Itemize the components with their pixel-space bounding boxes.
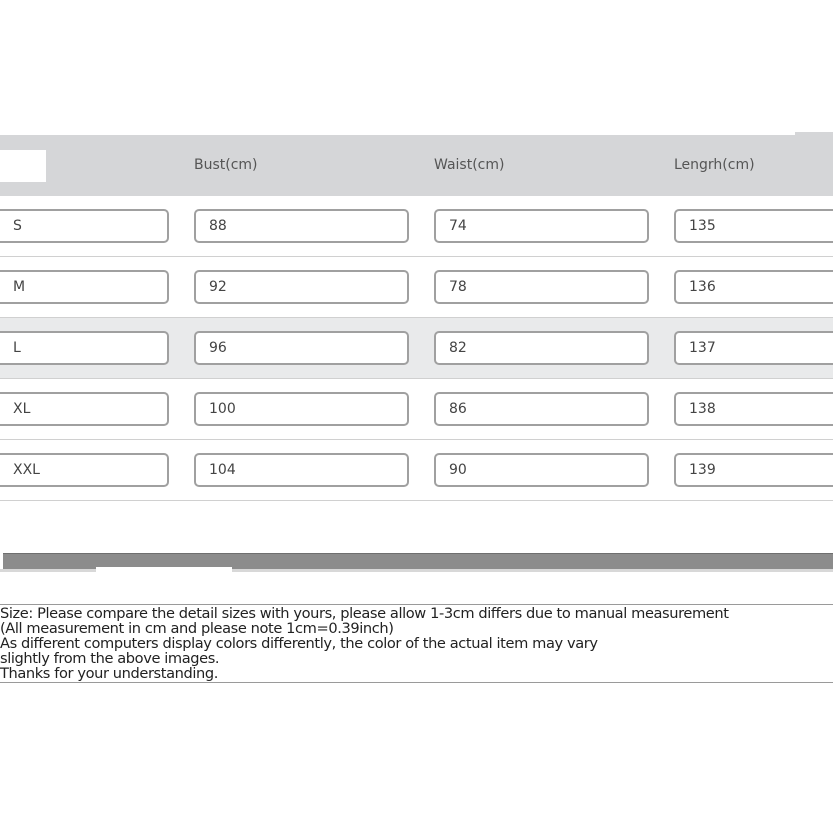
table-row <box>0 440 833 501</box>
header-edge-mark <box>795 132 833 135</box>
table-row <box>0 318 833 379</box>
length-field[interactable]: 137 <box>674 331 833 365</box>
header-blank-cell <box>0 150 46 182</box>
bust-field[interactable]: 100 <box>194 392 409 426</box>
column-header-bust: Bust(cm) <box>194 157 258 173</box>
column-header-waist: Waist(cm) <box>434 157 505 173</box>
length-field[interactable]: 139 <box>674 453 833 487</box>
waist-field[interactable]: 78 <box>434 270 649 304</box>
length-field[interactable]: 135 <box>674 209 833 243</box>
bust-field[interactable]: 104 <box>194 453 409 487</box>
waist-field[interactable]: 82 <box>434 331 649 365</box>
table-header <box>0 135 833 196</box>
waist-field[interactable]: 74 <box>434 209 649 243</box>
note-line: Size: Please compare the detail sizes with yours, please allow 1-3cm differs due to manual measurement <box>0 605 729 622</box>
horizontal-scrollbar[interactable] <box>0 550 833 572</box>
note-line: (All measurement in cm and please note 1cm=0.39inch) <box>0 620 394 637</box>
size-field[interactable]: M <box>0 270 169 304</box>
size-field[interactable]: S <box>0 209 169 243</box>
size-notes <box>0 604 833 683</box>
table-row <box>0 379 833 440</box>
size-field[interactable]: XXL <box>0 453 169 487</box>
note-line: As different computers display colors differently, the color of the actual item may vary <box>0 635 598 652</box>
length-field[interactable]: 138 <box>674 392 833 426</box>
column-header-length: Lengrh(cm) <box>674 157 755 173</box>
waist-field[interactable]: 86 <box>434 392 649 426</box>
waist-field[interactable]: 90 <box>434 453 649 487</box>
note-line: Thanks for your understanding. <box>0 665 218 682</box>
bust-field[interactable]: 88 <box>194 209 409 243</box>
note-line: slightly from the above images. <box>0 650 220 667</box>
table-row <box>0 257 833 318</box>
size-field[interactable]: L <box>0 331 169 365</box>
bust-field[interactable]: 92 <box>194 270 409 304</box>
table-row <box>0 196 833 257</box>
bust-field[interactable]: 96 <box>194 331 409 365</box>
scrollbar-gap <box>96 567 232 572</box>
length-field[interactable]: 136 <box>674 270 833 304</box>
size-field[interactable]: XL <box>0 392 169 426</box>
